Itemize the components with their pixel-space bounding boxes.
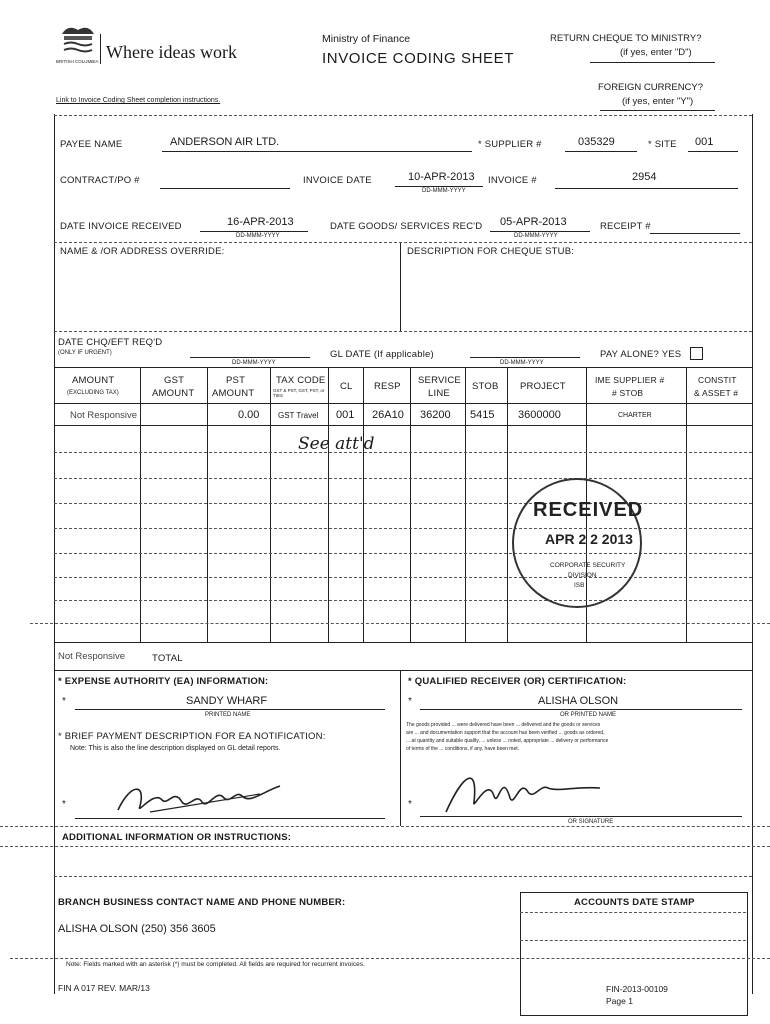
received-stamp-word: RECEIVED [533,499,644,521]
col-cl-header: CL [340,381,353,392]
return-cheque-label: RETURN CHEQUE TO MINISTRY? [550,33,702,44]
col-gst-sub: AMOUNT [152,388,195,399]
col-service-sub: LINE [428,388,450,399]
brief-description-label: * BRIEF PAYMENT DESCRIPTION FOR EA NOTIFICATION: [58,731,326,742]
row1-ime[interactable]: CHARTER [618,412,652,419]
date-cheque-required-label: DATE CHQ/EFT REQ'D [58,337,163,348]
expense-authority-name[interactable]: SANDY WHARF [186,695,268,707]
name-address-override-label: NAME & /OR ADDRESS OVERRIDE: [60,246,225,257]
col-tax-code-sub: GST & PST, GST, PST, or TIES [273,388,325,398]
document-id: FIN-2013-00109 [606,984,668,994]
supplier-number-label: * SUPPLIER # [478,139,542,150]
page-title: INVOICE CODING SHEET [322,50,515,67]
qualified-receiver-name-caption: OR PRINTED NAME [560,712,617,718]
total-amount-redacted: Not Responsive [58,651,126,662]
page-number: Page 1 [606,996,633,1006]
invoice-number-value[interactable]: 2954 [632,171,657,183]
col-amount-sub: (EXCLUDING TAX) [67,390,119,396]
certification-line-3: ... at quantity and suitable quality, ... unless ... noted, appropriate ... delivery or performance [406,738,609,744]
date-cheque-required-note: (ONLY IF URGENT) [58,350,112,356]
form-id: FIN A 017 REV. MAR/13 [58,983,150,993]
qualified-receiver-label: * QUALIFIED RECEIVER (OR) CERTIFICATION: [408,676,627,687]
date-goods-received-value[interactable]: 05-APR-2013 [500,216,567,228]
site-value[interactable]: 001 [695,136,714,148]
invoice-date-label: INVOICE DATE [303,175,372,186]
row1-project[interactable]: 3600000 [518,409,561,421]
additional-information-label: ADDITIONAL INFORMATION OR INSTRUCTIONS: [62,832,292,843]
qualified-receiver-name[interactable]: ALISHA OLSON [538,695,619,707]
payee-name-value[interactable]: ANDERSON AIR LTD. [170,136,280,148]
col-gst-header: GST [164,375,185,386]
row1-cl[interactable]: 001 [336,409,355,421]
foreign-currency-label: FOREIGN CURRENCY? [598,82,704,93]
instructions-link[interactable]: Link to Invoice Coding Sheet completion instructions. [56,97,221,104]
received-stamp-line2: DIVISION [568,572,597,579]
payee-name-label: PAYEE NAME [60,139,123,150]
col-constit-sub: & ASSET # [694,388,739,398]
qualified-receiver-signature [440,762,610,823]
accounts-date-stamp-box [520,892,748,1016]
received-stamp-line3: ISB [574,582,585,589]
see-attached-note: See att'd [298,434,375,454]
row1-resp[interactable]: 26A10 [372,409,404,421]
return-cheque-hint: (if yes, enter "D") [620,47,692,58]
cheque-stub-label: DESCRIPTION FOR CHEQUE STUB: [407,246,575,257]
branch-contact-value[interactable]: ALISHA OLSON (250) 356 3605 [58,923,216,935]
receipt-number-label: RECEIPT # [600,221,651,232]
row1-pst[interactable]: 0.00 [238,409,260,421]
col-constit-header: CONSTIT [698,375,737,385]
certification-line-4: of terms of the ... conditions, if any, have been met. [406,746,520,752]
foreign-currency-hint: (if yes, enter "Y") [622,96,694,107]
date-cheque-required-format: DD-MMM-YYYY [232,360,276,366]
supplier-number-value[interactable]: 035329 [578,136,615,148]
col-tax-code-header: TAX CODE [276,375,326,386]
invoice-date-value[interactable]: 10-APR-2013 [408,171,475,183]
bc-logo [58,22,98,58]
received-stamp-line1: CORPORATE SECURITY [550,562,626,569]
branch-contact-label: BRANCH BUSINESS CONTACT NAME AND PHONE NUMBER: [58,897,346,908]
qualified-receiver-signature-caption: OR SIGNATURE [568,819,614,825]
expense-authority-signature [110,776,290,823]
pay-alone-checkbox[interactable] [690,347,703,360]
brief-description-note: Note: This is also the line description displayed on GL detail reports. [70,745,281,752]
received-stamp-date: APR 2 2 2013 [545,531,633,547]
total-label: TOTAL [152,653,183,664]
col-pst-header: PST [226,375,246,386]
logo-text: BRITISH COLUMBIA [56,59,99,64]
invoice-date-format: DD-MMM-YYYY [422,188,466,194]
date-goods-received-label: DATE GOODS/ SERVICES REC'D [330,221,483,232]
col-ime-supplier-header: IME SUPPLIER # [595,375,665,385]
expense-authority-name-caption: PRINTED NAME [205,712,251,718]
row1-tax-code[interactable]: GST Travel [278,411,319,420]
col-stob-header: STOB [472,381,499,392]
col-amount-header: AMOUNT [72,375,115,386]
row1-service-line[interactable]: 36200 [420,409,451,421]
ministry-name: Ministry of Finance [322,33,411,45]
certification-line-2: are ... and documentation support that the account has been verified ... goods as ordered, [406,730,605,736]
row1-stob[interactable]: 5415 [470,409,495,421]
date-invoice-received-format: DD-MMM-YYYY [236,233,280,239]
site-label: * SITE [648,139,677,150]
date-invoice-received-label: DATE INVOICE RECEIVED [60,221,182,232]
gl-date-label: GL DATE (If applicable) [330,349,434,360]
invoice-number-label: INVOICE # [488,175,537,186]
contract-po-label: CONTRACT/PO # [60,175,140,186]
accounts-date-stamp-label: ACCOUNTS DATE STAMP [574,897,695,908]
row1-amount-redacted: Not Responsive [70,410,138,421]
tagline: Where ideas work [106,42,237,62]
footer-note: Note: Fields marked with an asterisk (*) must be completed. All fields are required for recurrent invoices. [66,961,365,968]
certification-line-1: The goods provided ... were delivered have been ... delivered and the goods or services [406,722,601,728]
col-resp-header: RESP [374,381,401,392]
expense-authority-label: * EXPENSE AUTHORITY (EA) INFORMATION: [58,676,269,687]
col-ime-supplier-sub: # STOB [612,388,644,398]
date-goods-received-format: DD-MMM-YYYY [514,233,558,239]
col-project-header: PROJECT [520,381,566,392]
gl-date-format: DD-MMM-YYYY [500,360,544,366]
col-service-header: SERVICE [418,375,461,386]
date-invoice-received-value[interactable]: 16-APR-2013 [227,216,294,228]
col-pst-sub: AMOUNT [212,388,255,399]
pay-alone-label: PAY ALONE? YES [600,349,682,360]
